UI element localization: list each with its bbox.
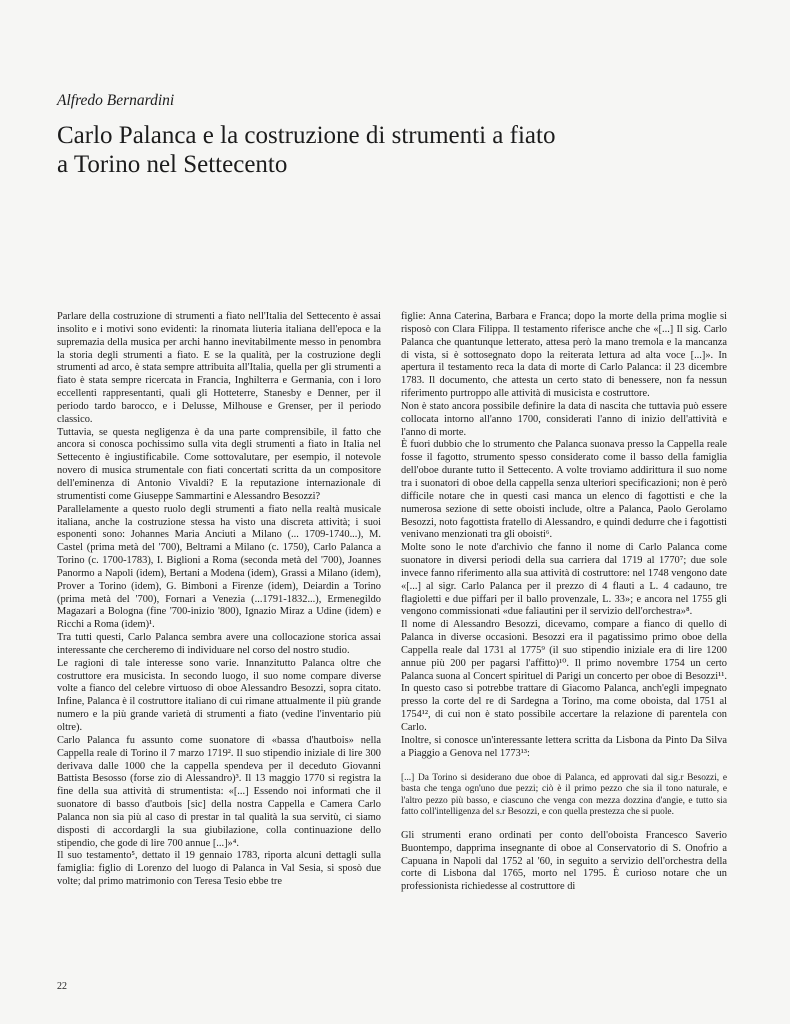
paragraph: Carlo Palanca fu assunto come suonatore di «bassa d'hautbois» nella Cappella reale di Torino il 7 marzo 1719². Il suo stipendio iniziale di lire 300 derivava dalle 1000 che la cappella spendeva per il deceduto Giovanni Battista Besosso (forse zio di Alessandro)³. Il 13 maggio 1770 si registra la fine della sua attività di strumentista: «[...] Essendo noi informati che il suonatore di basso d'autbois [sic] della nostra Cappella e Camera Carlo Palanca non sia più al caso di prestar in tal qualità la sua servitù, ci siamo disposti di accordargli la sua giubilazione, colla continuazione dello stipendio, che gode di lire 700 annue [...]»⁴. [57, 734, 381, 849]
title-line-2: a Torino nel Settecento [57, 151, 288, 178]
paragraph: Non è stato ancora possibile definire la data di nascita che tuttavia può essere collocata intorno all'anno 1700, considerati l'anno di inizio dell'attività e l'anno di morte. [401, 400, 727, 438]
paragraph: Parlare della costruzione di strumenti a fiato nell'Italia del Settecento è assai insolito e i motivi sono evidenti: la rinomata liuteria italiana dell'epoca e la supremazia della musica per archi hanno inevitabilmente messo in penombra la storia degli strumenti a fiato. E se la qualità, per la costruzione degli strumenti ad arco, è stata sempre attribuita all'Italia, quella per gli strumenti a fiato è stata sempre ricercata in Francia, Inghilterra e Germania, con i loro eccellenti rappresentanti, quali gli Hotteterre, Stanesby e Denner, per il periodo tardo barocco, e i Delusse, Milhouse e Grenser, per il periodo classico. [57, 311, 381, 425]
paragraph: Tra tutti questi, Carlo Palanca sembra avere una collocazione storica assai interessante che cercheremo di individuare nel corso del nostro studio. [57, 632, 381, 656]
title-line-1: Carlo Palanca e la costruzione di strumenti a fiato [57, 122, 556, 149]
paragraph: Gli strumenti erano ordinati per conto dell'oboista Francesco Saverio Buontempo, dapprima insegnante di oboe al Conservatorio di S. Onofrio a Capuana in Napoli dal 1752 al '60, in seguito a servizio dell'orchestra della corte di Lisbona dal 1765, morto nel 1795. È curioso notare che un professionista richiedesse al costruttore di [401, 829, 727, 893]
paragraph: Il suo testamento⁵, dettato il 19 gennaio 1783, riporta alcuni dettagli sulla famiglia: figlio di Lorenzo del luogo di Palanca in Val Sesia, si sposò due volte; dal primo matrimonio con Teresa Tesio ebbe tre [57, 850, 381, 888]
paragraph: Inoltre, si conosce un'interessante lettera scritta da Lisbona da Pinto Da Silva a Piaggio a Genova nel 1773¹³: [401, 734, 727, 759]
block-quote: [...] Da Torino si desiderano due oboe di Palanca, ed approvati dal sig.r Besozzi, e basta che tenga ogn'uno due pezzi; ciò è il primo pezzo che sia il tono naturale, e l'altro pezzo più basso, e ciascuno che venga con mezza dozzina d'angie, e tutto sia fatto coll'intelligenza del s.r Besozzi, e con quella prestezza che si puole. [401, 772, 727, 818]
paragraph: Il nome di Alessandro Besozzi, dicevamo, compare a fianco di quello di Palanca in diverse occasioni. Besozzi era il pagatissimo primo oboe della Cappella reale dal 1731 al 1775⁹ (il suo stipendio iniziale era di lire 1200 annue più 200 per pagarsi l'affitto)¹⁰. Il primo novembre 1754 un certo Palanca suona al Concert spirituel di Parigi un concerto per oboe di Besozzi¹¹. In questo caso si potrebbe trattare di Giacomo Palanca, anch'egli impegnato presso la corte del re di Sardegna a Torino, ma come oboista, dal 1751 al 1754¹², di cui non è stato possibile accertare la relazione di parentela con Carlo. [401, 619, 727, 733]
paragraph: Parallelamente a questo ruolo degli strumenti a fiato nella realtà musicale italiana, anche la costruzione stessa ha visto una discreta attività; i suoi esponenti sono: Johannes Maria Anciuti a Milano (... 1709-1740...), M. Castel (prima metà del '700), Beltrami a Milano (c. 1750), Carlo Palanca a Torino (c. 1700-1783), I. Biglioni a Roma (seconda metà del '700), Joannes Panormo a Napoli (idem), Bertani a Modena (idem), Grassi a Milano (idem), Prover a Torino (idem), G. Bimboni a Firenze (idem), Deiardin a Torino (prima metà del '700), Fornari a Venezia (...1791-1832...), Ermenegildo Magazari a Bologna (fine '700-inizio '800), Ignazio Miraz a Udine (idem) e Ricchi a Roma (idem)¹. [57, 503, 381, 631]
page-number: 22 [57, 981, 67, 992]
paragraph: Molte sono le note d'archivio che fanno il nome di Carlo Palanca come suonatore in diversi periodi della sua carriera dal 1719 al 1770⁷; due sole invece fanno riferimento alla sua attività di costruttore: nel 1748 vengono date «[...] al sigr. Carlo Palanca per il prezzo di 4 flauti a L. 4 cadauno, tre flagioletti e due piffari per il ballo provenzale, L. 33»; e ancora nel 1755 gli vengono commissionati «due faliautini per il servizio dell'orchestra»⁸. [401, 542, 727, 618]
right-column [401, 311, 727, 894]
paragraph: Le ragioni di tale interesse sono varie. Innanzitutto Palanca oltre che costruttore era musicista. In secondo luogo, il suo nome compare diverse volte a fianco del celebre virtuoso di oboe Alessandro Besozzi, sopra citato. Infine, Palanca è il costruttore italiano di cui rimane attualmente il più grande numero e la più grande varietà di strumenti a fiato (vedine l'inventario più oltre). [57, 657, 381, 733]
paragraph: Tuttavia, se questa negligenza è da una parte comprensibile, il fatto che ancora si conosca pochissimo sulla vita degli strumenti a fiato in Italia nel Settecento è ingiustificabile. Come sottovalutare, per esempio, il notevole novero di musica strumentale con fiati concertati scritta da un compositore dell'eminenza di Antonio Vivaldi? E la reputazione internazionale di strumentisti come Giuseppe Sammartini e Alessandro Besozzi? [57, 426, 381, 502]
article-title [57, 121, 697, 179]
paragraph: È fuori dubbio che lo strumento che Palanca suonava presso la Cappella reale fosse il fagotto, strumento spesso considerato come il basso della famiglia dell'oboe durante tutto il Settecento. A volte troviamo addirittura il suo nome tra i suonatori di oboe della cappella senza ulteriori specificazioni; non è però difficile notare che in questi casi manca un elenco di fagottisti e che la numerosa sezione di sette oboisti include, oltre a Palanca, Paolo Gerolamo Besozzi, noto fagottista fratello di Alessandro, e quindi dedurre che i fagottisti venivano menzionati tra gli oboisti⁶. [401, 439, 727, 541]
left-column [57, 311, 381, 889]
paragraph: figlie: Anna Caterina, Barbara e Franca; dopo la morte della prima moglie si risposò con Clara Filippa. Il testamento riferisce anche che «[...] Il sig. Carlo Palanca che quantunque letterato, attesa però la mano tremola e la mancanza di vista, si è sottosegnato dopo la reiterata lettura ad alta voce [...]». In apertura il testamento reca la data di morte di Carlo Palanca: il 23 dicembre 1783. Il documento, che attesta un certo stato di benessere, non fa nessun riferimento purtroppo alle attività di musicista e costruttore. [401, 311, 727, 400]
author-name: Alfredo Bernardini [57, 92, 175, 109]
